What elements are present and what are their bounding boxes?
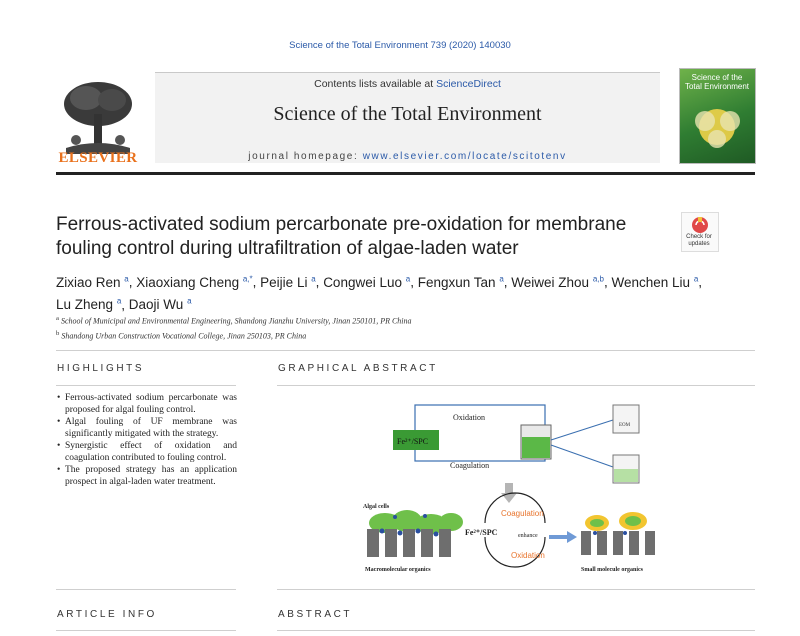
enhance-label: enhance — [518, 533, 538, 539]
eom-label: EOM — [619, 423, 631, 428]
author-name[interactable]: Fengxun Tan — [417, 274, 496, 290]
fouled-membrane — [367, 510, 463, 557]
graphical-abstract-bottom-rule — [277, 589, 755, 590]
author-name[interactable]: Xiaoxiang Cheng — [136, 274, 240, 290]
affiliation-a-text: School of Municipal and Environmental Engineering, Shandong Jianzhu University, Jinan 250101, PR China — [60, 316, 412, 326]
author[interactable] — [418, 275, 504, 290]
graphical-abstract-rule — [277, 385, 755, 386]
author-name[interactable]: Zixiao Ren — [56, 274, 121, 290]
author-name[interactable]: Congwei Luo — [323, 274, 402, 290]
author[interactable] — [56, 297, 121, 312]
header-divider — [56, 172, 755, 175]
coagulation-cycle-label: Coagulation — [501, 509, 544, 518]
article-info-rule — [56, 630, 236, 631]
small-molecule-label: Small molecule organics — [581, 567, 643, 573]
author-name[interactable]: Peijie Li — [260, 274, 308, 290]
homepage-link[interactable]: www.elsevier.com/locate/scitotenv — [362, 151, 567, 162]
author[interactable] — [129, 297, 192, 312]
homepage-line — [155, 151, 660, 162]
highlights-rule — [56, 385, 236, 386]
reagent-center-label: Fe²⁺/SPC — [465, 528, 498, 537]
graphical-abstract-diagram[interactable] — [355, 395, 675, 585]
contents-line — [155, 78, 660, 90]
highlight-item: • Ferrous-activated sodium percarbonate was proposed for algal fouling control. — [57, 392, 237, 416]
author-affiliation-marker[interactable]: a — [311, 274, 316, 283]
author-affiliation-marker[interactable]: a — [499, 274, 504, 283]
affiliation-a-marker: a — [56, 315, 59, 322]
affiliation-divider — [56, 350, 755, 351]
clean-membrane — [581, 512, 655, 555]
author-name[interactable]: Daoji Wu — [128, 297, 184, 312]
author-affiliation-marker[interactable]: a — [693, 274, 699, 283]
homepage-prefix: journal homepage: — [248, 151, 363, 162]
author-name[interactable]: Wenchen Liu — [611, 274, 691, 290]
check-updates-icon — [682, 213, 718, 235]
journal-reference-link[interactable]: Science of the Total Environment 739 (2020) 140030 — [289, 40, 511, 51]
oxidation-cycle-label: Oxidation — [511, 551, 545, 560]
graphical-abstract-heading: GRAPHICAL ABSTRACT — [278, 363, 438, 374]
abstract-heading: ABSTRACT — [278, 609, 353, 620]
author-affiliation-marker[interactable]: a — [116, 296, 122, 306]
right-arrow-icon — [549, 531, 577, 543]
author[interactable] — [56, 275, 129, 290]
affiliation-b-text: Shandong Urban Construction Vocational College, Jinan 250103, PR China — [61, 331, 307, 341]
highlight-item: • Synergistic effect of oxidation and coagulation contributed to fouling control. — [57, 440, 237, 464]
reagent-label: Fe²⁺/SPC — [397, 437, 429, 446]
highlight-item: • Algal fouling of UF membrane was significantly mitigated with the strategy. — [57, 416, 237, 440]
beaker-liquid — [522, 437, 550, 458]
highlights-bottom-rule — [56, 589, 236, 590]
branch-line — [551, 420, 613, 440]
contents-prefix: Contents lists available at — [314, 78, 437, 90]
oxidation-label: Oxidation — [453, 413, 485, 422]
author[interactable] — [511, 275, 604, 290]
sciencedirect-link[interactable]: ScienceDirect — [436, 78, 501, 90]
author-affiliation-marker[interactable]: a — [124, 274, 129, 283]
author-list: Zixiao Ren $^a$, Xiaoxiang Cheng $^{a,*}$, Peijie Li $^a$, Congwei Luo $^a$, Fengxun Tan $^a$, Weiwei Zhou $^{a,b}$, Wenchen Liu $^a$, Lu Zheng $^a$, Daoji Wu $^a$ — [56, 274, 703, 312]
journal-title: Science of the Total Environment — [273, 103, 542, 125]
author-name[interactable]: Weiwei Zhou — [511, 274, 590, 290]
affiliation-b — [56, 328, 756, 343]
author-affiliation-marker[interactable]: a — [187, 296, 192, 306]
affiliation-b-marker: b — [56, 329, 60, 337]
author-affiliation-marker[interactable]: a,b — [592, 274, 604, 283]
algal-cells-label: Algal cells — [363, 504, 390, 510]
cycle-arc-top — [485, 493, 545, 523]
article-title: Ferrous-activated sodium percarbonate pre-oxidation for membrane fouling control during ultrafiltration of algae-laden water — [56, 214, 627, 259]
author[interactable] — [323, 275, 410, 290]
author-name[interactable]: Lu Zheng — [56, 297, 114, 312]
highlights-list — [57, 392, 237, 488]
article-info-heading: ARTICLE INFO — [57, 609, 157, 620]
coagulation-label: Coagulation — [450, 461, 490, 470]
abstract-rule — [277, 630, 755, 631]
affiliations — [56, 313, 756, 342]
macromolecular-label: Macromolecular organics — [365, 567, 431, 573]
author-affiliation-marker[interactable]: a — [405, 274, 411, 283]
branch-line — [551, 445, 613, 467]
eom-beaker-icon — [613, 405, 639, 433]
floc-liquid — [614, 469, 638, 482]
author-affiliation-marker[interactable]: a,* — [242, 274, 253, 283]
affiliation-a — [56, 313, 756, 328]
author[interactable] — [260, 275, 316, 290]
publisher-name[interactable]: ELSEVIER — [58, 150, 138, 166]
author[interactable] — [136, 275, 252, 290]
highlight-item: • The proposed strategy has an application prospect in algal-laden water treatment. — [57, 464, 237, 488]
check-updates-label: Check for updates — [686, 234, 712, 247]
highlights-heading: HIGHLIGHTS — [57, 363, 145, 374]
author[interactable] — [611, 275, 698, 290]
cover-title: Science of the Total Environment — [684, 73, 750, 91]
